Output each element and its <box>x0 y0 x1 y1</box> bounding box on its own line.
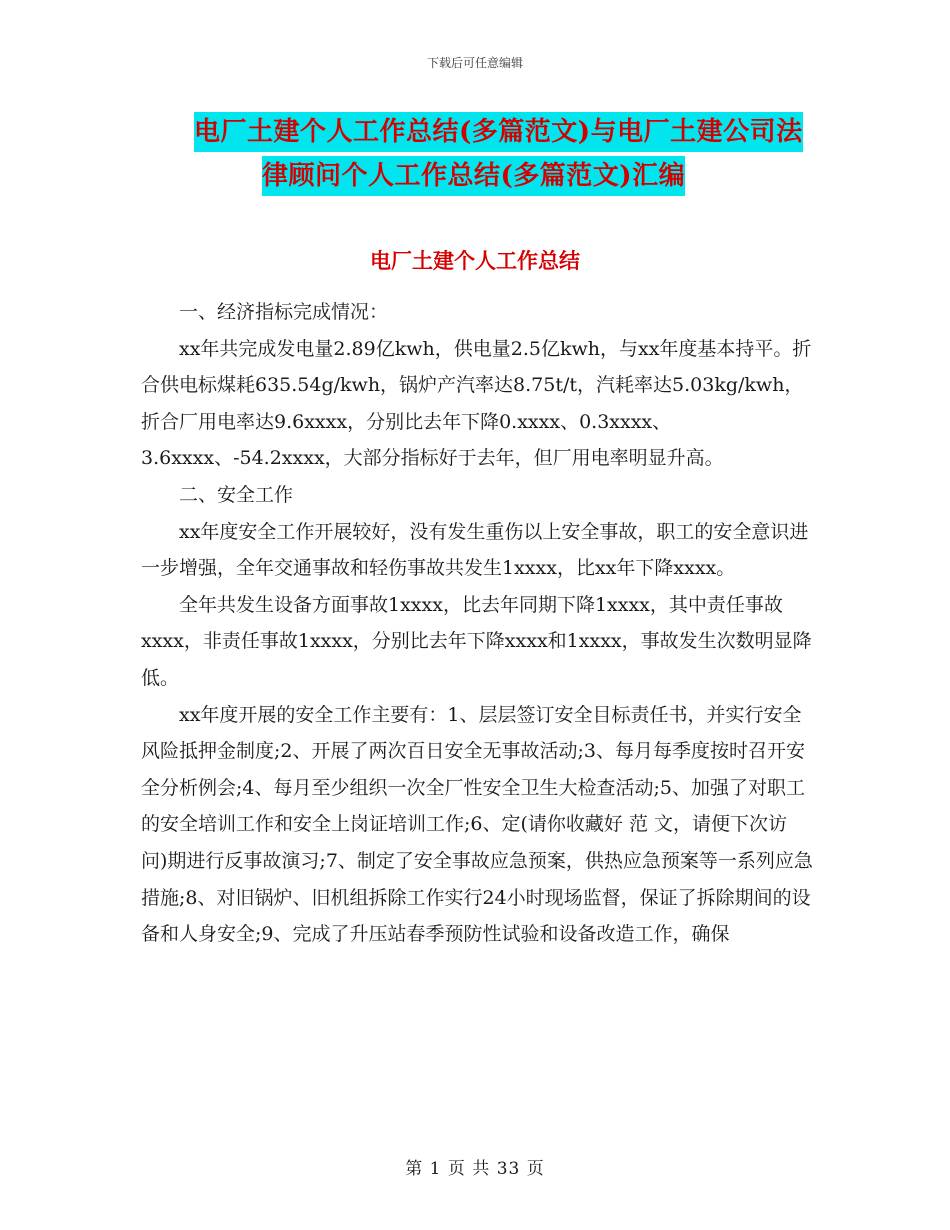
section-title: 电厂土建个人工作总结 <box>370 248 580 273</box>
paragraph: 全年共发生设备方面事故1xxxx，比去年同期下降1xxxx，其中责任事故xxxx，非责任事故1xxxx，分别比去年下降xxxx和1xxxx，事故发生次数明显降低。 <box>141 593 812 689</box>
paragraph: xx年度安全工作开展较好，没有发生重伤以上安全事故，职工的安全意识进一步增强，全年交通事故和轻伤事故共发生1xxxx，比xx年下降xxxx。 <box>141 520 809 580</box>
body-text <box>141 294 813 953</box>
paragraph: xx年度开展的安全工作主要有：1、层层签订安全目标责任书，并实行安全风险抵押金制度;2、开展了两次百日安全无事故活动;3、每月每季度按时召开安全分析例会;4、每月至少组织一次全厂性安全卫生大检查活动;5、加强了对职工的安全培训工作和安全上岗证培训工作;6、定(请你收藏好 范 文，请便下次访问)期进行反事故演习;7、制定了安全事故应急预案，供热应急预案等一系列应急措施;8、对旧锅炉、旧机组拆除工作实行24小时现场监督，保证了拆除期间的设备和人身安全;9、完成了升压站春季预防性试验和设备改造工作，确保 <box>141 703 813 946</box>
title-line-2: 律顾问个人工作总结(多篇范文)汇编 <box>262 156 685 196</box>
paragraph-heading-2: 二、安全工作 <box>179 483 294 506</box>
page-footer: 第 1 页 共 33 页 <box>405 1159 545 1179</box>
paragraph-heading-1: 一、经济指标完成情况： <box>179 301 389 323</box>
paragraph: xx年共完成发电量2.89亿kwh，供电量2.5亿kwh，与xx年度基本持平。折合供电标煤耗635.54g/kwh，锅炉产汽率达8.75t/t，汽耗率达5.03kg/kwh，折合厂用电率达9.6xxxx，分别比去年下降0.xxxx、0.3xxxx、3.6xxxx、-54.2xxxx，大部分指标好于去年，但厂用电率明显升高。 <box>141 337 812 470</box>
page-header-note: 下载后可任意编辑 <box>426 56 523 70</box>
title-line-1: 电厂土建个人工作总结(多篇范文)与电厂土建公司法 <box>194 112 803 152</box>
